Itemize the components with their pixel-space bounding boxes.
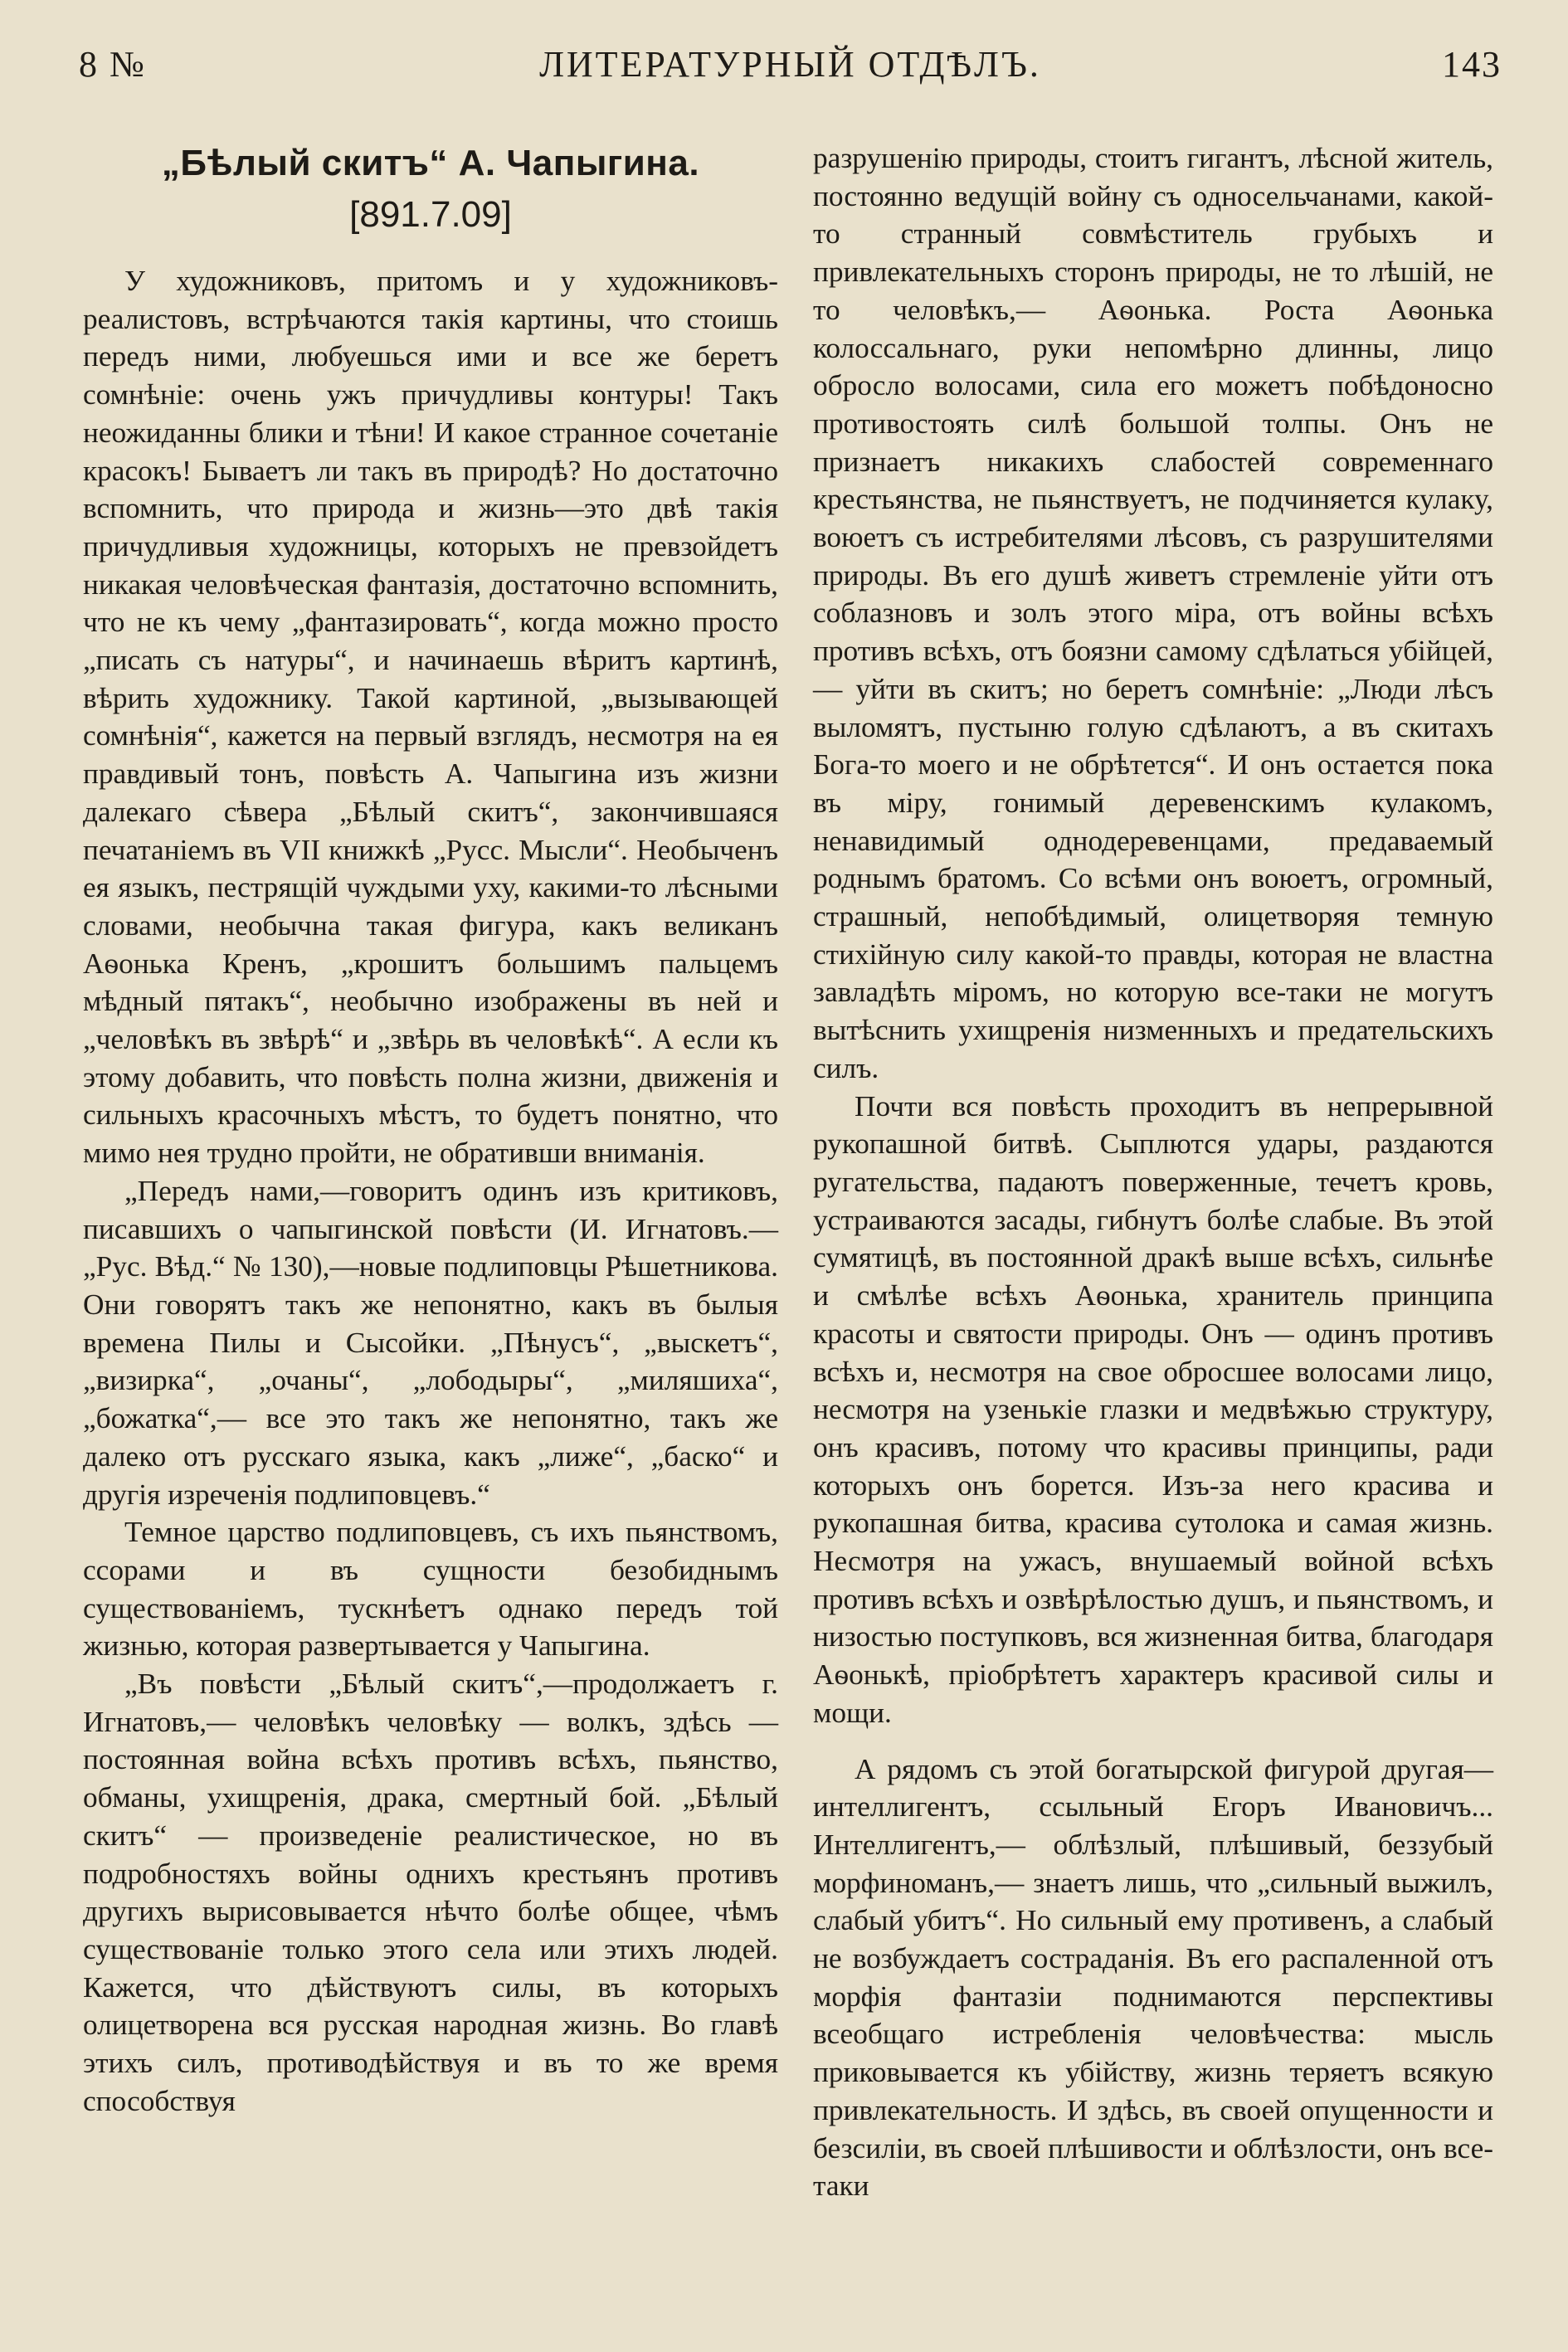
- section-title: ЛИТЕРАТУРНЫЙ ОТДѢЛЪ.: [539, 44, 1041, 85]
- article-date: [891.7.09]: [349, 194, 512, 235]
- article-title: „Бѣлый скитъ“ А. Чапыгина.: [161, 143, 700, 183]
- issue-number: 8 №: [79, 44, 146, 85]
- paragraph: „Въ повѣсти „Бѣлый скитъ“,—продолжаетъ г. Игнатовъ,— человѣкъ человѣку — волкъ, здѣсь — постоянная война всѣхъ противъ всѣхъ, пьянство, обманы, ухищренія, драка, смертный бой. „Бѣлый скитъ“ — произведеніе реалистическое, но въ подробностяхъ войны однихъ крестьянъ противъ другихъ вырисовывается нѣчто болѣе общее, чѣмъ существованіе только этого села или этихъ людей. Кажется, что дѣйствуютъ силы, въ которыхъ олицетворена вся русская народная жизнь. Во главѣ этихъ силъ, противодѣйствуя и въ то же время способствуя: [83, 1668, 778, 2117]
- paragraph: Темное царство подлиповцевъ, съ ихъ пьянствомъ, ссорами и въ сущности безобиднымъ существованіемъ, тускнѣетъ однако передъ той жизнью, которая развертывается у Чапыгина.: [83, 1516, 778, 1663]
- paragraph: „Передъ нами,—говоритъ одинъ изъ критиковъ, писавшихъ о чапыгинской повѣсти (И. Игнатовъ.—„Рус. Вѣд.“ № 130),—новые подлиповцы Рѣшетникова. Они говорятъ такъ же непонятно, какъ въ былыя времена Пилы и Сысойки. „Пѣнусъ“, „выскетъ“, „визирка“, „очаны“, „лободыры“, „миляшиха“, „божатка“,— все это такъ же непонятно, такъ же далеко отъ русскаго языка, какъ „лиже“, „баско“ и другія изреченія подлиповцевъ.“: [83, 1174, 778, 1511]
- paragraph: Почти вся повѣсть проходитъ въ непрерывной рукопашной битвѣ. Сыплются удары, раздаются ругательства, падаютъ поверженные, течетъ кровь, устраиваются засады, гибнутъ болѣе слабые. Въ этой сумятицѣ, въ постоянной дракѣ выше всѣхъ, сильнѣе и смѣлѣе всѣхъ Аѳонька, хранитель принципа красоты и святости природы. Онъ — одинъ противъ всѣхъ и, несмотря на свое обросшее волосами лицо, несмотря на узенькіе глазки и медвѣжью структуру, онъ красивъ, потому что красивы принципы, ради которыхъ онъ борется. Изъ-за него красива и рукопашная битва, красива сутолока и самая жизнь. Несмотря на ужасъ, внушаемый войной всѣхъ противъ всѣхъ и озвѣрѣлостью душъ, и пьянствомъ, и низостью поступковъ, вся жизненная битва, благодаря Аѳонькѣ, пріобрѣтетъ характеръ красивой силы и мощи.: [813, 1089, 1493, 1729]
- paragraph: А рядомъ съ этой богатырской фигурой другая—интеллигентъ, ссыльный Егоръ Ивановичъ... Интеллигентъ,— облѣзлый, плѣшивый, беззубый морфиноманъ,— знаетъ лишь, что „сильный выжилъ, слабый убитъ“. Но сильный ему противенъ, а слабый не возбуждаетъ состраданія. Въ его распаленной отъ морфія фантазіи поднимаются перспективы всеобщаго истребленія человѣчества: мысль приковывается къ убійству, жизнь теряетъ всякую привлекательность. И здѣсь, въ своей опущенности и безсиліи, въ своей плѣшивости и облѣзлости, онъ все-таки: [813, 1752, 1493, 2203]
- right-column: [813, 139, 1493, 2205]
- running-header: [79, 43, 1502, 101]
- page-number: 143: [1442, 44, 1502, 85]
- left-column: [83, 139, 778, 2120]
- paragraph: У художниковъ, притомъ и у художниковъ-реалистовъ, встрѣчаются такія картины, что стоишь передъ ними, любуешься ими и все же беретъ сомнѣніе: очень ужъ причудливы контуры! Такъ неожиданны блики и тѣни! И какое странное сочетаніе красокъ! Бываетъ ли такъ въ природѣ? Но достаточно вспомнить, что природа и жизнь—это двѣ такія причудливыя художницы, которыхъ не превзойдетъ никакая человѣческая фантазія, достаточно вспомнить, что не къ чему „фантазировать“, когда можно просто „писать съ натуры“, и начинаешь вѣритъ картинѣ, вѣрить художнику. Такой картиной, „вызывающей сомнѣнія“, кажется на первый взглядъ, несмотря на ея правдивый тонъ, повѣсть А. Чапыгина изъ жизни далекаго сѣвера „Бѣлый скитъ“, закончившаяся печатаніемъ въ VII книжкѣ „Русс. Мысли“. Необыченъ ея языкъ, пестрящій чуждыми уху, какими-то лѣсными словами, необычна такая фигура, какъ великанъ Аѳонька Кренъ, „крошитъ большимъ пальцемъ мѣдный пятакъ“, необычно изображены въ ней и „человѣкъ въ звѣрѣ“ и „звѣрь въ человѣкѣ“. А если къ этому добавить, что повѣсть полна жизни, движенія и сильныхъ красочныхъ мѣстъ, то будетъ понятно, что мимо нея трудно пройти, не обративши вниманія.: [83, 265, 778, 1170]
- paragraph: разрушенію природы, стоитъ гигантъ, лѣсной житель, постоянно ведущій войну съ односельчанами, какой-то странный совмѣститель грубыхъ и привлекательныхъ сторонъ природы, не то лѣшій, не то человѣкъ,— Аѳонька. Роста Аѳонька колоссальнаго, руки непомѣрно длинны, лицо обросло волосами, сила его можетъ побѣдоносно противостоять силѣ большой толпы. Онъ не признаетъ никакихъ слабостей современнаго крестьянства, не пьянствуетъ, не подчиняется кулаку, воюетъ съ истребителями лѣсовъ, съ разрушителями природы. Въ его душѣ живетъ стремленіе уйти отъ соблазновъ и золъ этого міра, отъ войны всѣхъ противъ всѣхъ, отъ боязни самому сдѣлаться убійцей,— уйти въ скитъ; но беретъ сомнѣніе: „Люди лѣсъ выломятъ, пустыню голую сдѣлаютъ, а въ скитахъ Бога-то моего и не обрѣтется“. И онъ остается пока въ міру, гонимый деревенскимъ кулакомъ, ненавидимый однодеревенцами, предаваемый роднымъ братомъ. Со всѣми онъ воюетъ, огромный, страшный, непобѣдимый, олицетворяя темную стихійную силу какой-то правды, которая не властна завладѣть міромъ, но которую все-таки не могутъ вытѣснить ухищренія низменныхъ и предательскихъ силъ.: [813, 142, 1493, 1084]
